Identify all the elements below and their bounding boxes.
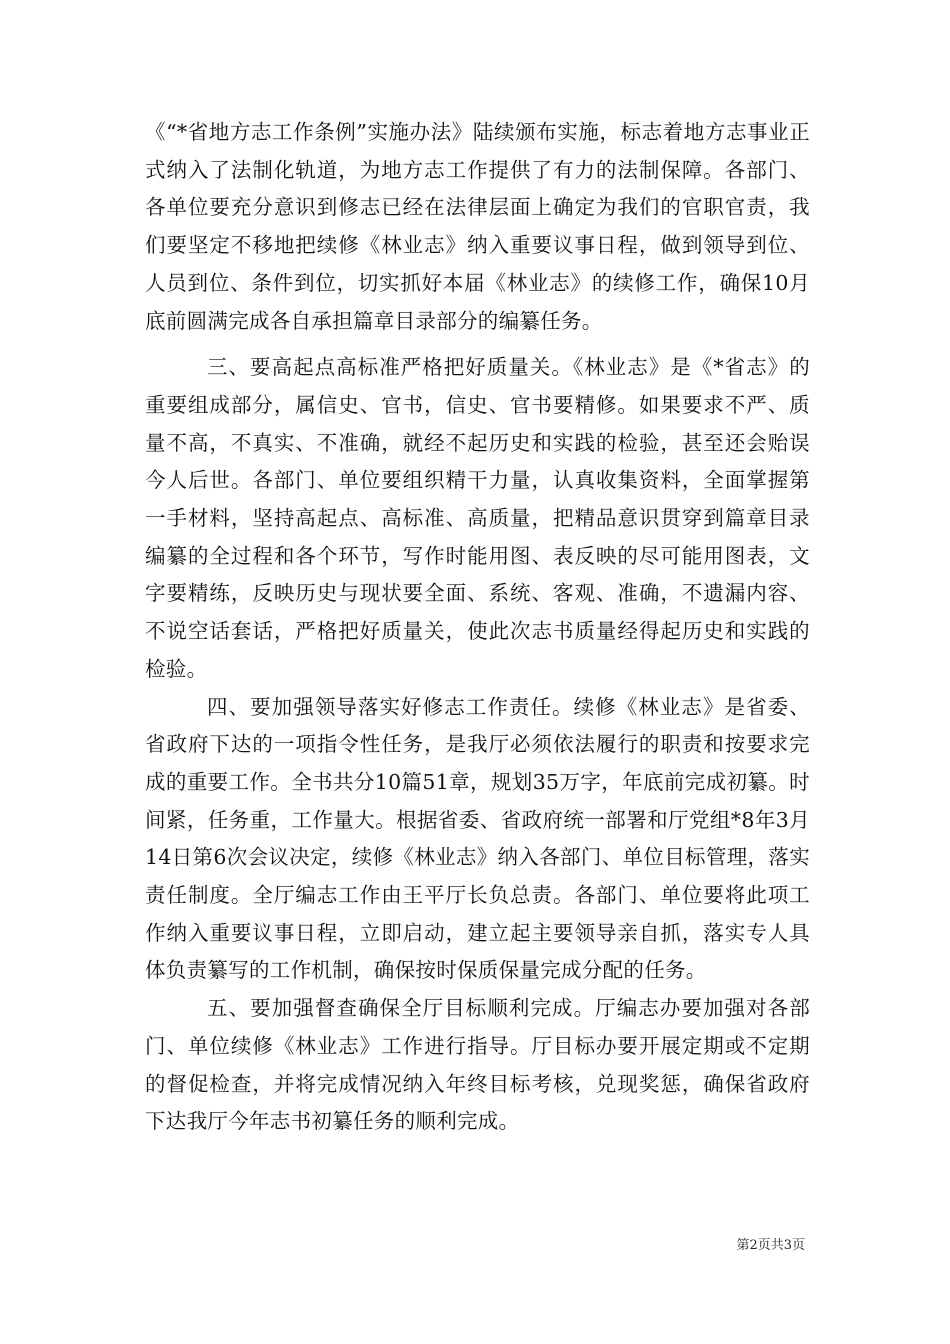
page-number-footer: 第2页共3页 — [736, 1238, 805, 1253]
paragraph-continuation: 《“*省地方志工作条例”实施办法》陆续颁布实施，标志着地方志事业正式纳入了法制化轨道，为地方志工作提供了有力的法制保障。各部门、各单位要充分意识到修志已经在法律层面上确定为我们的官职官责，我们要坚定不移地把续修《林业志》纳入重要议事日程，做到领导到位、人员到位、条件到位，切实抓好本届《林业志》的续修工作，确保10月底前圆满完成各自承担篇章目录部分的编纂任务。 — [145, 120, 810, 333]
paragraph-section-four: 四、要加强领导落实好修志工作责任。续修《林业志》是省委、省政府下达的一项指令性任务，是我厅必须依法履行的职责和按要求完成的重要工作。全书共分10篇51章，规划35万字，年底前完成初纂。时间紧，任务重，工作量大。根据省委、省政府统一部署和厅党组*8年3月14日第6次会议决定，续修《林业志》纳入各部门、单位目标管理，落实责任制度。全厅编志工作由王平厅长负总责。各部门、单位要将此项工作纳入重要议事日程，立即启动，建立起主要领导亲自抓，落实专人具体负责纂写的工作机制，确保按时保质保量完成分配的任务。 — [145, 694, 810, 983]
document-body — [145, 114, 810, 1141]
paragraph-section-five: 五、要加强督查确保全厅目标顺利完成。厅编志办要加强对各部门、单位续修《林业志》工作进行指导。厅目标办要开展定期或不定期的督促检查，并将完成情况纳入年终目标考核，兑现奖惩，确保省政府下达我厅今年志书初纂任务的顺利完成。 — [145, 996, 810, 1134]
paragraph-section-three: 三、要高起点高标准严格把好质量关。《林业志》是《*省志》的重要组成部分，属信史、官书，信史、官书要精修。如果要求不严、质量不高，不真实、不准确，就经不起历史和实践的检验，甚至还会贻误今人后世。各部门、单位要组织精干力量，认真收集资料，全面掌握第一手材料，坚持高起点、高标准、高质量，把精品意识贯穿到篇章目录编纂的全过程和各个环节，写作时能用图、表反映的尽可能用图表，文字要精练，反映历史与现状要全面、系统、客观、准确，不遗漏内容、不说空话套话，严格把好质量关，使此次志书质量经得起历史和实践的检验。 — [145, 355, 810, 681]
